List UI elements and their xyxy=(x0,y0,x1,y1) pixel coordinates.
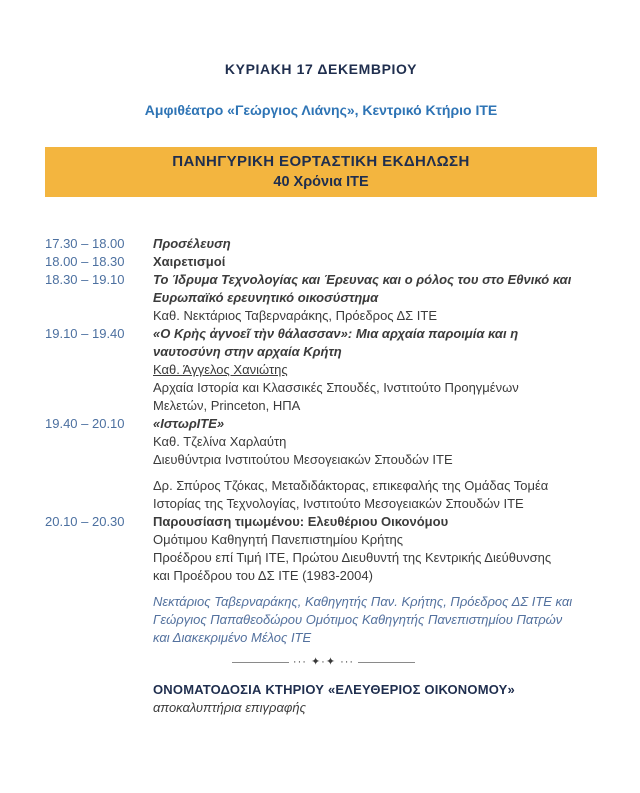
row-line: Καθ. Τζελίνα Χαρλαύτη xyxy=(153,434,287,449)
row-line: Μελετών, Princeton, ΗΠΑ xyxy=(153,398,301,413)
venue-line: Αμφιθέατρο «Γεώργιος Λιάνης», Κεντρικό Κτήριο ΙΤΕ xyxy=(144,102,498,118)
row-line: Διευθύντρια Ινστιτούτου Μεσογειακών Σπουδών ΙΤΕ xyxy=(153,452,453,467)
row-line: και Διακεκριμένο Μέλος ΙΤΕ xyxy=(153,630,312,645)
row-description xyxy=(153,513,597,647)
row-line: Γεώργιος Παπαθεοδώρου Ομότιμος Καθηγητής Πανεπιστημίου Πατρών xyxy=(153,612,563,627)
row-description xyxy=(153,325,597,415)
row-description xyxy=(153,271,597,325)
row-description xyxy=(153,253,597,271)
naming-ceremony-title: ΟΝΟΜΑΤΟΔΟΣΙΑ ΚΤΗΡΙΟΥ «ΕΛΕΥΘΕΡΙΟΣ ΟΙΚΟΝΟΜΟΥ» xyxy=(153,682,515,697)
date-title: ΚΥΡΙΑΚΗ 17 ΔΕΚΕΜΒΡΙΟΥ xyxy=(224,61,418,77)
row-line: Ομότιμου Καθηγητή Πανεπιστημίου Κρήτης xyxy=(153,532,404,547)
naming-ceremony-section xyxy=(45,681,597,717)
schedule-row xyxy=(45,253,597,271)
row-time: 18.30 – 19.10 xyxy=(45,272,125,287)
schedule-row xyxy=(45,513,597,647)
row-line: Προέδρου επί Τιμή ΙΤΕ, Πρώτου Διευθυντή της Κεντρικής Διεύθυνσης xyxy=(153,550,552,565)
row-description xyxy=(153,415,597,513)
divider-rule-left xyxy=(232,662,289,663)
schedule-row xyxy=(45,415,597,513)
row-line: Αρχαία Ιστορία και Κλασσικές Σπουδές, Ινστιτούτο Προηγμένων xyxy=(153,380,519,395)
row-line: «Ο Κρὴς ἀγνοεῖ τὴν θάλασσαν»: Μια αρχαία παροιμία και η xyxy=(153,326,519,341)
row-line: Νεκτάριος Ταβερναράκης, Καθηγητής Παν. Κρήτης, Πρόεδρος ΔΣ ΙΤΕ και xyxy=(153,594,573,609)
row-line: Το Ίδρυμα Τεχνολογίας και Έρευνας και ο ρόλος του στο Εθνικό και xyxy=(153,272,572,287)
schedule-row xyxy=(45,271,597,325)
row-description xyxy=(153,235,597,253)
row-line: Καθ. Νεκτάριος Ταβερναράκης, Πρόεδρος ΔΣ ΙΤΕ xyxy=(153,308,438,323)
banner-subtitle: 40 Χρόνια ΙΤΕ xyxy=(273,174,369,190)
row-line: Παρουσίαση τιμωμένου: Ελευθέριου Οικονόμου xyxy=(153,514,449,529)
banner-title: ΠΑΝΗΓΥΡΙΚΗ ΕΟΡΤΑΣΤΙΚΗ ΕΚΔΗΛΩΣΗ xyxy=(172,153,470,170)
row-line: Χαιρετισμοί xyxy=(153,254,226,269)
naming-ceremony-subtitle: αποκαλυπτήρια επιγραφής xyxy=(153,700,306,715)
divider-rule-right xyxy=(358,662,415,663)
row-time: 19.40 – 20.10 xyxy=(45,416,125,431)
row-time: 20.10 – 20.30 xyxy=(45,514,125,529)
divider-ornament-icon: ··· ✦·✦ ··· xyxy=(292,656,355,668)
row-line: ναυτοσύνη στην αρχαία Κρήτη xyxy=(153,344,342,359)
row-line: Ιστορίας της Τεχνολογίας, Ινστιτούτο Μεσογειακών Σπουδών ΙΤΕ xyxy=(153,496,524,511)
row-line: και Προέδρου του ΔΣ ΙΤΕ (1983-2004) xyxy=(153,568,373,583)
row-line: Προσέλευση xyxy=(153,236,231,251)
row-line: Ευρωπαϊκό ερευνητικό οικοσύστημα xyxy=(153,290,379,305)
schedule-row xyxy=(45,325,597,415)
row-time: 17.30 – 18.00 xyxy=(45,236,125,251)
row-line: «ΙστωρΙΤΕ» xyxy=(153,416,225,431)
section-divider xyxy=(232,655,415,669)
row-time: 19.10 – 19.40 xyxy=(45,326,125,341)
event-banner xyxy=(45,147,597,197)
row-time: 18.00 – 18.30 xyxy=(45,254,125,269)
schedule-row xyxy=(45,235,597,253)
page-content xyxy=(0,60,640,717)
schedule xyxy=(45,235,597,647)
row-line: Καθ. Άγγελος Χανιώτης xyxy=(153,362,288,377)
row-line: Δρ. Σπύρος Τζόκας, Μεταδιδάκτορας, επικεφαλής της Ομάδας Τομέα xyxy=(153,478,549,493)
